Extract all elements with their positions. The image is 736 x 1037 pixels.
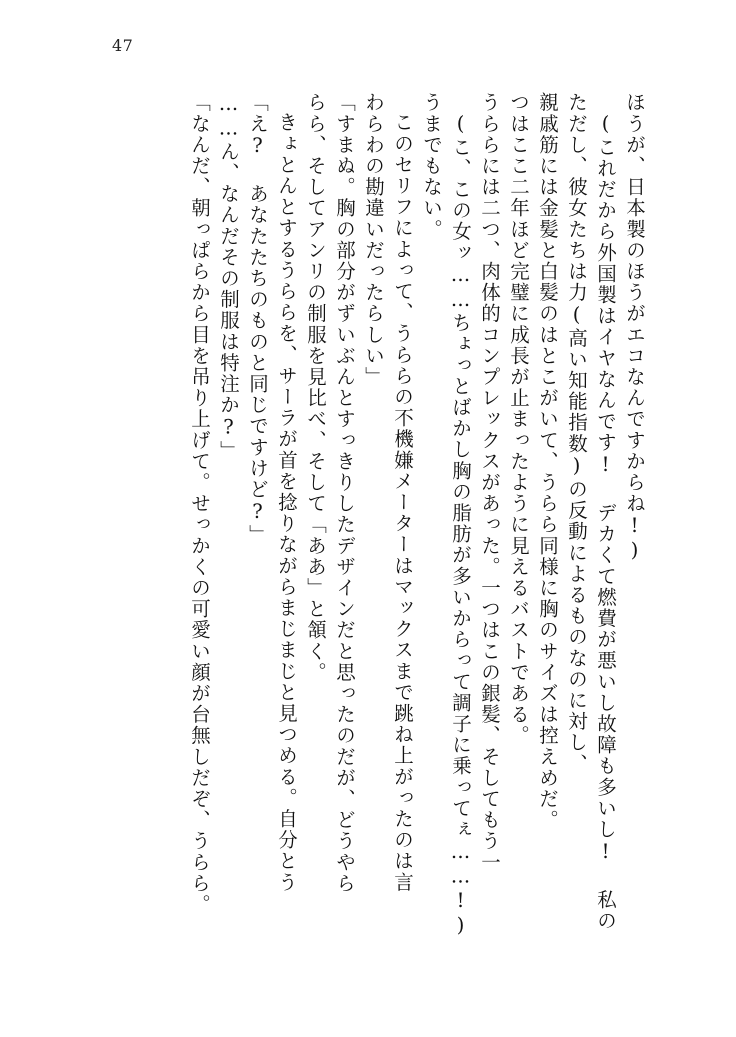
page-number: 47 bbox=[112, 36, 134, 55]
text-line: ただし、彼女たちは力(高い知能指数)の反動によるものなのに対し、 bbox=[565, 92, 588, 775]
text-line: 「すまぬ。胸の部分がずいぶんとすっきりしたデザインだと思ったのだが、どうやら bbox=[333, 92, 356, 894]
text-line: らら、そしてアンリの制服を見比べ、そして「ああ」と頷く。 bbox=[304, 92, 327, 683]
text-line: うららには二つ、肉体的コンプレックスがあった。一つはこの銀髪、そしてもう一 bbox=[478, 92, 501, 873]
text-line: 「え? あなたたちのものと同じですけど?」 bbox=[246, 92, 269, 546]
text-line: わらわの勘違いだったらしい」 bbox=[362, 92, 385, 388]
text-line: 「なんだ、朝っぱらから目を吊り上げて。せっかくの可愛い顔が台無しだぞ、うらら。 bbox=[188, 92, 211, 915]
text-line: このセリフによって、うららの不機嫌メーターはマックスまで跳ね上がったのは言 bbox=[391, 112, 414, 893]
text-line: (こ、この女ッ……ちょっとばかし胸の脂肪が多いからって調子に乗ってぇ……!) bbox=[449, 112, 472, 939]
text-line: ほうが、日本製のほうがエコなんですからね!) bbox=[623, 92, 646, 564]
text-line: うまでもない。 bbox=[420, 92, 443, 240]
text-line: きょとんとするうららを、サーラが首を捻りながらまじまじと見つめる。自分とう bbox=[275, 112, 298, 893]
text-line: ……ん、なんだその制服は特注か?」 bbox=[217, 92, 240, 462]
novel-text-block bbox=[180, 92, 644, 972]
text-line: (これだから外国製はイヤなんです! デカくて燃費が悪いし故障も多いし! 私の bbox=[594, 112, 617, 932]
text-line: 親戚筋には金髪と白髪のはとこがいて、うらら同様に胸のサイズは控えめだ。 bbox=[536, 92, 559, 831]
text-line: つはここ二年ほど完璧に成長が止まったように見えるバストである。 bbox=[507, 92, 530, 747]
